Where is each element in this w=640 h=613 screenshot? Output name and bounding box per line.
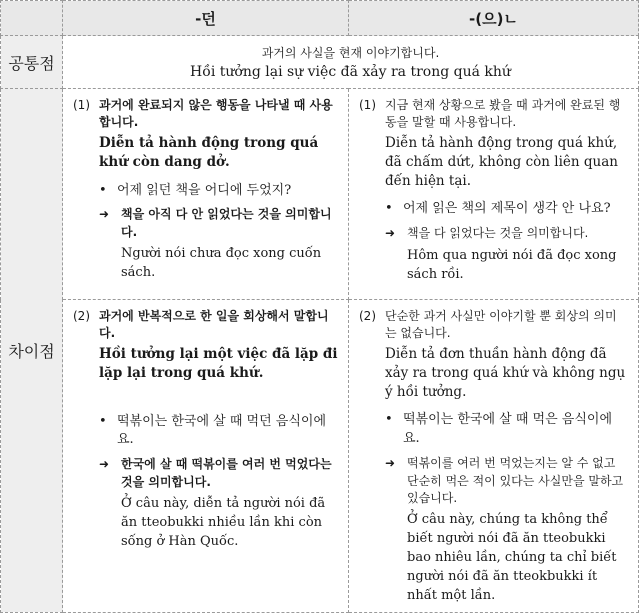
header-col1: -던 — [63, 1, 349, 36]
item-vietnamese: Diễn tả đơn thuần hành động đã xảy ra trong quá khứ và không ngụ ý hồi tưởng. — [385, 345, 626, 400]
common-korean: 과거의 사실을 현재 이야기합니다. — [261, 46, 440, 60]
example-sentence: 떡볶이는 한국에 살 때 먹던 음식이에요. — [117, 413, 327, 448]
left-item-1 — [63, 89, 349, 300]
arrow-right-icon: ➜ — [385, 456, 396, 471]
bullet-icon: • — [385, 412, 393, 428]
right-item-1 — [349, 89, 639, 300]
explanation-korean: 한국에 살 때 떡볶이를 여러 번 먹었다는 것을 의미합니다. — [121, 457, 332, 489]
arrow-right-icon: ➜ — [99, 207, 110, 222]
item-number: (2) — [359, 309, 376, 323]
explanation-korean: 책을 아직 다 안 읽었다는 것을 의미합니다. — [121, 207, 332, 239]
item-number: (2) — [73, 309, 90, 323]
item-number: (1) — [359, 98, 376, 112]
bullet-icon: • — [385, 201, 393, 217]
common-cell — [63, 36, 639, 89]
item-vietnamese: Diễn tả hành động trong quá khứ còn dang dở. — [99, 134, 319, 170]
item-korean: 단순한 과거 사실만 이야기할 뿐 회상의 의미는 없습니다. — [385, 309, 617, 341]
explanation-vietnamese: Hôm qua người nói đã đọc xong sách rồi. — [407, 247, 617, 282]
item-korean: 지금 현재 상황으로 봤을 때 과거에 완료된 행동을 말할 때 사용합니다. — [385, 98, 621, 130]
item-vietnamese: Hồi tưởng lại một việc đã lặp đi lặp lại trong quá khứ. — [99, 345, 338, 381]
item-number: (1) — [73, 98, 90, 112]
bullet-icon: • — [99, 182, 107, 198]
left-item-2 — [63, 300, 349, 613]
example-sentence: 어제 읽은 책의 제목이 생각 안 나요? — [403, 201, 611, 217]
example-sentence: 어제 읽던 책을 어디에 두었지? — [117, 182, 292, 198]
common-vietnamese: Hồi tưởng lại sự việc đã xảy ra trong quá khứ — [190, 64, 511, 80]
explanation-vietnamese: Người nói chưa đọc xong cuốn sách. — [121, 246, 322, 281]
explanation-vietnamese: Ở câu này, diễn tả người nói đã ăn tteobukki nhiều lần khi còn sống ở Hàn Quốc. — [121, 496, 326, 549]
explanation-korean: 책을 다 읽었다는 것을 의미합니다. — [407, 226, 589, 241]
example-sentence: 떡볶이는 한국에 살 때 먹은 음식이에요. — [403, 412, 613, 447]
arrow-right-icon: ➜ — [385, 226, 396, 241]
item-korean: 과거에 반복적으로 한 일을 회상해서 말합니다. — [99, 309, 329, 341]
corner-cell — [1, 1, 63, 36]
differences-label: 차이점 — [1, 89, 63, 613]
common-label: 공통점 — [1, 36, 63, 89]
explanation-korean: 떡볶이를 여러 번 먹었는지는 알 수 없고 단순히 먹은 적이 있다는 사실만을 말하고 있습니다. — [407, 456, 624, 505]
explanation-vietnamese: Ở câu này, chúng ta không thể biết người nói đã ăn tteobukki bao nhiêu lần, chúng ta chỉ biết người nói đã ăn tteokbukki ít nhất một lần. — [407, 512, 617, 603]
item-vietnamese: Diễn tả hành động trong quá khứ, đã chấm dứt, không còn liên quan đến hiện tại. — [385, 134, 618, 189]
arrow-right-icon: ➜ — [99, 457, 110, 472]
bullet-icon: • — [99, 413, 107, 429]
header-col2: -(으)ㄴ — [349, 1, 639, 36]
item-korean: 과거에 완료되지 않은 행동을 나타낼 때 사용합니다. — [99, 98, 333, 130]
right-item-2 — [349, 300, 639, 613]
